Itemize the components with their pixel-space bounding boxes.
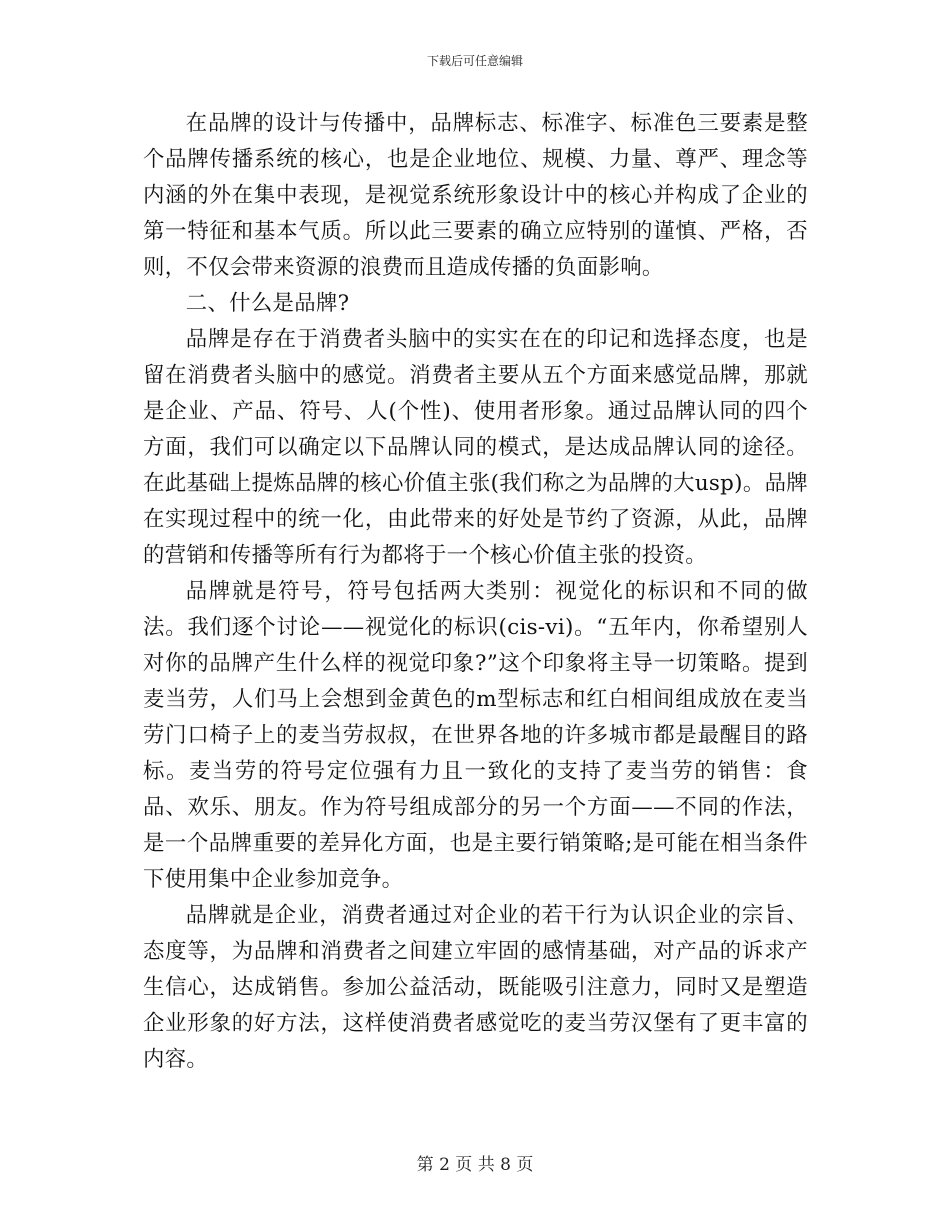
paragraph-brand-enterprise: 品牌就是企业，消费者通过对企业的若干行为认识企业的宗旨、态度等，为品牌和消费者之间建立牢固的感情基础，对产品的诉求产生信心，达成销售。参加公益活动，既能吸引注意力，同时又是塑造企业形象的好方法，这样使消费者感觉吃的麦当劳汉堡有了更丰富的内容。 xyxy=(143,903,808,1072)
page-header: 下载后可任意编辑 xyxy=(426,54,523,68)
paragraph-brand-elements: 在品牌的设计与传播中，品牌标志、标准字、标准色三要素是整个品牌传播系统的核心，也是企业地位、规模、力量、尊严、理念等内涵的外在集中表现，是视觉系统形象设计中的核心并构成了企业的第一特征和基本气质。所以此三要素的确立应特别的谨慎、严格，否则，不仅会带来资源的浪费而且造成传播的负面影响。 xyxy=(143,111,808,280)
paragraph-brand-definition: 品牌是存在于消费者头脑中的实实在在的印记和选择态度，也是留在消费者头脑中的感觉。消费者主要从五个方面来感觉品牌，那就是企业、产品、符号、人(个性)、使用者形象。通过品牌认同的四个方面，我们可以确定以下品牌认同的模式，是达成品牌认同的途径。在此基础上提炼品牌的核心价值主张(我们称之为品牌的大usp)。品牌在实现过程中的统一化，由此带来的好处是节约了资源，从此，品牌的营销和传播等所有行为都将于一个核心价值主张的投资。 xyxy=(143,327,808,568)
page-number-footer: 第 2 页 共 8 页 xyxy=(416,1155,534,1175)
section-heading-what-is-brand: 二、什么是品牌? xyxy=(185,291,350,316)
document-body xyxy=(143,106,808,1078)
paragraph-brand-symbol: 品牌就是符号，符号包括两大类别：视觉化的标识和不同的做法。我们逐个讨论——视觉化的标识(cis-vi)。“五年内，你希望别人对你的品牌产生什么样的视觉印象?”这个印象将主导一切策略。提到麦当劳，人们马上会想到金黄色的m型标志和红白相间组成放在麦当劳门口椅子上的麦当劳叔叔，在世界各地的许多城市都是最醒目的路标。麦当劳的符号定位强有力且一致化的支持了麦当劳的销售：食品、欢乐、朋友。作为符号组成部分的另一个方面——不同的作法，是一个品牌重要的差异化方面，也是主要行销策略;是可能在相当条件下使用集中企业参加竞争。 xyxy=(143,579,808,892)
